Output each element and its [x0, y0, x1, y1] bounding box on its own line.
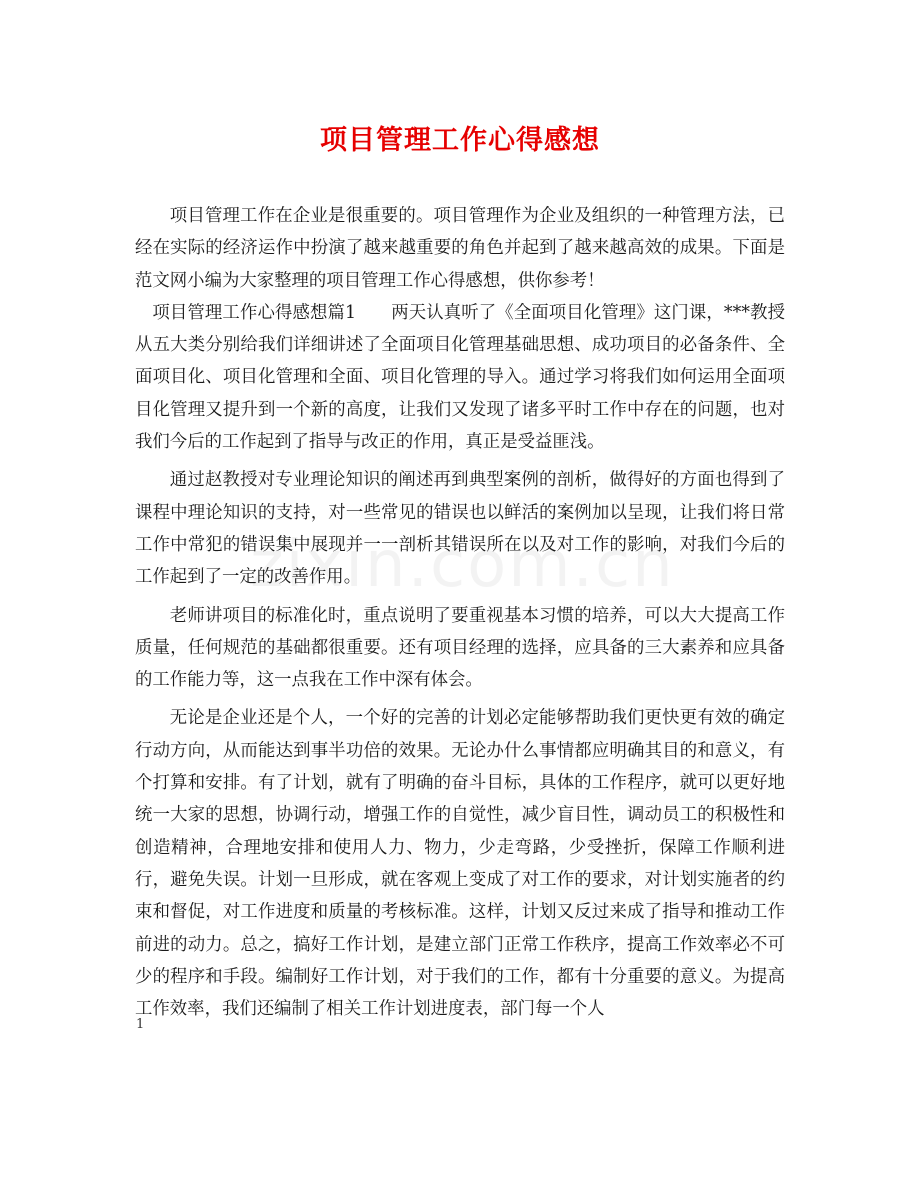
- body-paragraph: 无论是企业还是个人，一个好的完善的计划必定能够帮助我们更快更有效的确定行动方向，从而能达到事半功倍的效果。无论办什么事情都应明确其目的和意义，有个打算和安排。有了计划，就有了明确的奋斗目标，具体的工作程序，就可以更好地统一大家的思想，协调行动，增强工作的自觉性，减少盲目性，调动员工的积极性和创造精神，合理地安排和使用人力、物力，少走弯路，少受挫折，保障工作顺利进行，避免失误。计划一旦形成，就在客观上变成了对工作的要求，对计划实施者的约束和督促，对工作进度和质量的考核标准。这样，计划又反过来成了指导和推动工作前进的动力。总之，搞好工作计划，是建立部门正常工作秩序，提高工作效率必不可少的程序和手段。编制好工作计划，对于我们的工作，都有十分重要的意义。为提高工作效率，我们还编制了相关工作计划进度表，部门每一个人: [135, 708, 785, 1020]
- document-body: [135, 200, 785, 1025]
- body-paragraph: 老师讲项目的标准化时，重点说明了要重视基本习惯的培养，可以大大提高工作质量，任何规范的基础都很重要。还有项目经理的选择，应具备的三大素养和应具备的工作能力等，这一点我在工作中深有体会。: [135, 605, 785, 691]
- intro-paragraph: 项目管理工作在企业是很重要的。项目管理作为企业及组织的一种管理方法，已经在实际的经济运作中扮演了越来越重要的角色并起到了越来越高效的成果。下面是范文网小编为大家整理的项目管理工作心得感想，供你参考！: [135, 206, 785, 291]
- document-title: 项目管理工作心得感想: [320, 125, 600, 156]
- page-number: 1: [136, 1017, 145, 1032]
- section-1-paragraph: 项目管理工作心得感想篇1 两天认真听了《全面项目化管理》这门课，***教授从五大类分别给我们详细讲述了全面项目化管理基础思想、成功项目的必备条件、全面项目化、项目化管理和全面、项目化管理的导入。通过学习将我们如何运用全面项目化管理又提升到一个新的高度，让我们又发现了诸多平时工作中存在的问题，也对我们今后的工作起到了指导与改正的作用，真正是受益匪浅。: [135, 302, 785, 453]
- body-paragraph: 通过赵教授对专业理论知识的阐述再到典型案例的剖析，做得好的方面也得到了课程中理论知识的支持，对一些常见的错误也以鲜活的案例加以呈现，让我们将日常工作中常犯的错误集中展现并一一剖析其错误所在以及对工作的影响，对我们今后的工作起到了一定的改善作用。: [135, 470, 785, 588]
